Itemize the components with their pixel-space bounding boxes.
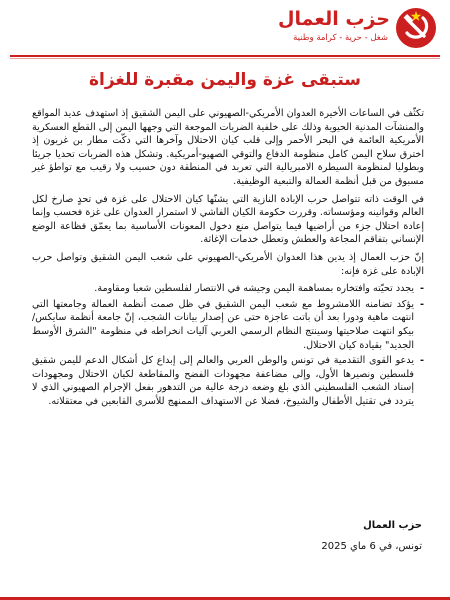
paragraph-1: تكثّف في الساعات الأخيرة العدوان الأمريكي-الصهيوني على اليمن الشقيق إذ استهدف عديد المواقع والمنشآت المدنية الحيوية وذلك على خلفية الضربات الموجعة التي وجهها اليمن إلى القطع العسكرية الأمريكية العائمة في البحر الأحمر وإلى قلب كيان الاحتلال وآخرها التي دكّت مطار بن غريون إذ اخترق سلاح اليمن كامل منظومة الدفاع والتوقي الصهيو-أمريكية. وتشكل هذه الضربات تحديا جريئا وبطوليا لمنظومة السيطرة الامبريالية التي تعربد في المنطقة دون حسيب ولا رقيب مع تواطؤ غير مسبوق من قبل أنظمة العمالة والتبعية الوظيفية. xyxy=(32,108,424,187)
party-logo-block xyxy=(278,6,438,50)
list-item: - يدعو القوى التقدمية في تونس والوطن العربي والعالم إلى إبداع كل أشكال الدعم لليمن شقيق فلسطين ونصيرها الأول، وإلى مضاعفة مجهودات الفضح والمقاطعة لكيان الاحتلال ومجهودات إسناد الشعب الفلسطيني الذي بلغ وضعه درجة عالية من التدهور بفعل الإجرام الصهيوني الذي لا يتردد في تقتيل الأطفال والشيوخ، فضلا عن الاستهداف الممنهج للأسرى القابعين في معتقلاته. xyxy=(32,354,424,408)
signature-date: تونس، في 6 ماي 2025 xyxy=(321,541,422,552)
signature-block xyxy=(321,520,422,552)
paragraph-3: إنّ حزب العمال إذ يدين هذا العدوان الأمريكي-الصهيوني على شعب اليمن الشقيق وتواصل حرب الإبادة على غزة فإنه: xyxy=(32,251,424,277)
list-item: - يؤكد تضامنه اللامشروط مع شعب اليمن الشقيق في ظل صمت أنظمة العمالة وجامعتها التي انتهت ماهية ودورا بعد أن باتت عاجزة حتى عن إصدار بيانات الشجب، إنّ جامعة أنظمة سايكس/بيكو انتهت صلاحيتها وسينتج النظام الرسمي العربي آليات انخراطه في منظومة "الشرق الأوسط الجديد" بقيادة كيان الاحتلال. xyxy=(32,298,424,352)
header-divider xyxy=(10,55,440,57)
paragraph-2: في الوقت ذاته تتواصل حرب الإبادة النازية التي يشنّها كيان الاحتلال على غزة في تحدٍ صارخ لكل العالم وقوانينه ومؤسساته. وقررت حكومة الكيان الفاشي لا استمرار العدوان على غزة فحسب وإنما إعادة احتلال جزء من أراضيها فيما يتواصل منع دخول المعونات الأساسية بما يعمّق فظاعة الوضع الإنساني بتفاقم المجاعة والعطش وتعطل خدمات الإغاثة. xyxy=(32,193,424,246)
hammer-sickle-emblem-icon xyxy=(394,6,438,50)
header-divider-thin xyxy=(10,58,440,59)
list-item: - يجدد تحيّته وافتخاره بمساهمة اليمن وجيشه في الانتصار لفلسطين شعبا ومقاومة. xyxy=(32,282,424,296)
statement-title: ستبقى غزة واليمن مقبرة للغزاة xyxy=(88,70,361,90)
demands-list xyxy=(32,282,424,408)
party-name: حزب العمال xyxy=(278,8,390,30)
letterhead xyxy=(0,0,450,62)
party-slogan: شغل - حرية - كرامة وطنية xyxy=(293,33,388,43)
statement-body xyxy=(32,107,424,412)
signature-org: حزب العمال xyxy=(363,520,422,531)
